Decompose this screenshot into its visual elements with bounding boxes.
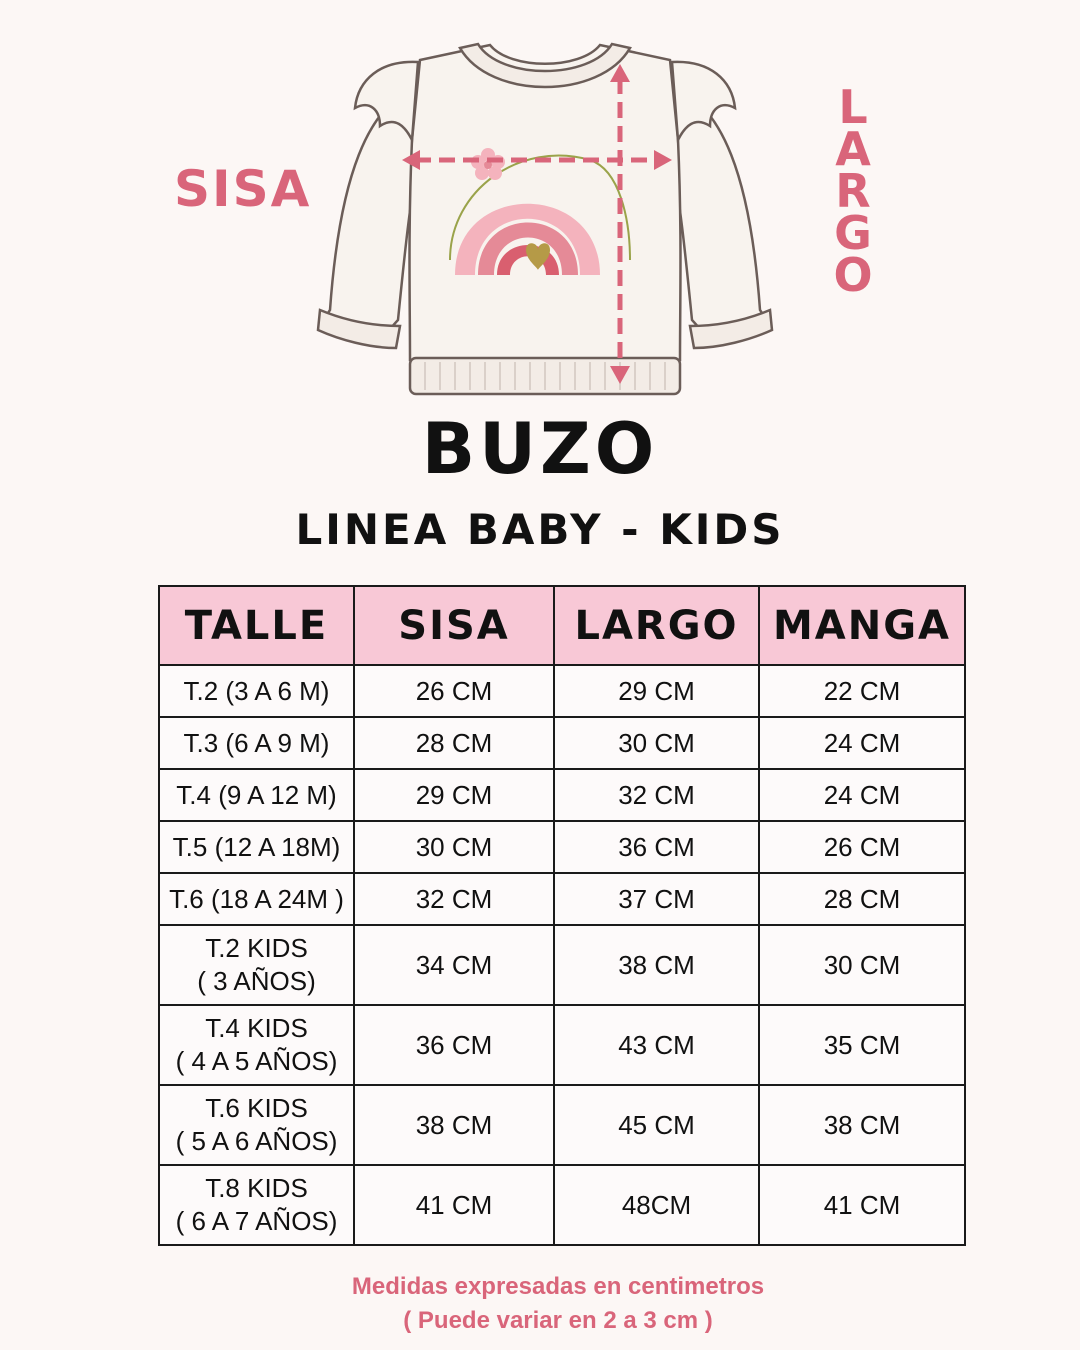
table-row: [159, 717, 965, 769]
header-talle: TALLE: [159, 586, 354, 665]
talle-line: T.6 KIDS: [205, 1093, 308, 1123]
sweater-illustration: [300, 30, 790, 410]
header-sisa: SISA: [354, 586, 554, 665]
table-row: [159, 665, 965, 717]
cell-talle: T.3 (6 A 9 M): [159, 717, 354, 769]
cell-talle: T.4 (9 A 12 M): [159, 769, 354, 821]
largo-letter: R: [835, 164, 873, 218]
cell-sisa: 29 CM: [354, 769, 554, 821]
cell-talle: [159, 1085, 354, 1165]
cell-largo: 38 CM: [554, 925, 759, 1005]
largo-label: [832, 80, 876, 302]
cell-largo: 36 CM: [554, 821, 759, 873]
cell-manga: 24 CM: [759, 769, 965, 821]
talle-line: ( 3 AÑOS): [197, 966, 316, 996]
page-title: BUZO: [421, 408, 659, 490]
cell-manga: 26 CM: [759, 821, 965, 873]
table-header-row: [159, 586, 965, 665]
cell-manga: 22 CM: [759, 665, 965, 717]
cell-talle: [159, 925, 354, 1005]
talle-line: ( 4 A 5 AÑOS): [175, 1046, 338, 1076]
talle-line: ( 6 A 7 AÑOS): [175, 1206, 338, 1236]
cell-sisa: 26 CM: [354, 665, 554, 717]
cell-largo: 32 CM: [554, 769, 759, 821]
cell-largo: 43 CM: [554, 1005, 759, 1085]
cell-talle: [159, 1005, 354, 1085]
talle-line: T.4 KIDS: [205, 1013, 308, 1043]
note-line-2: ( Puede variar en 2 a 3 cm ): [403, 1307, 713, 1334]
note-line-1: Medidas expresadas en centimetros: [351, 1273, 765, 1300]
talle-line: T.8 KIDS: [205, 1173, 308, 1203]
table-row: [159, 925, 965, 1005]
cell-talle: T.2 (3 A 6 M): [159, 665, 354, 717]
largo-letter: A: [835, 122, 873, 176]
cell-largo: 30 CM: [554, 717, 759, 769]
table-row: [159, 1085, 965, 1165]
page-subtitle: LINEA BABY - KIDS: [295, 505, 785, 554]
header-manga: MANGA: [759, 586, 965, 665]
cell-sisa: 28 CM: [354, 717, 554, 769]
cell-sisa: 30 CM: [354, 821, 554, 873]
cell-manga: 38 CM: [759, 1085, 965, 1165]
cell-talle: T.5 (12 A 18M): [159, 821, 354, 873]
cell-largo: 29 CM: [554, 665, 759, 717]
table-row: [159, 821, 965, 873]
table-row: [159, 1165, 965, 1245]
cell-manga: 30 CM: [759, 925, 965, 1005]
cell-sisa: 41 CM: [354, 1165, 554, 1245]
cell-sisa: 36 CM: [354, 1005, 554, 1085]
table-row: [159, 769, 965, 821]
sisa-label: SISA: [174, 160, 312, 218]
cell-talle: [159, 1165, 354, 1245]
cell-largo: 37 CM: [554, 873, 759, 925]
largo-letter: G: [834, 206, 874, 260]
cell-manga: 41 CM: [759, 1165, 965, 1245]
sweater-body: [410, 45, 681, 360]
cell-manga: 28 CM: [759, 873, 965, 925]
size-table: [158, 585, 966, 1246]
talle-line: T.2 KIDS: [205, 933, 308, 963]
cell-sisa: 34 CM: [354, 925, 554, 1005]
table-row: [159, 1005, 965, 1085]
cell-talle: T.6 (18 A 24M ): [159, 873, 354, 925]
cell-sisa: 32 CM: [354, 873, 554, 925]
table-row: [159, 873, 965, 925]
cell-manga: 35 CM: [759, 1005, 965, 1085]
cell-manga: 24 CM: [759, 717, 965, 769]
largo-letter: O: [833, 248, 875, 302]
cell-sisa: 38 CM: [354, 1085, 554, 1165]
cell-largo: 48CM: [554, 1165, 759, 1245]
largo-letter: L: [838, 80, 870, 134]
header-largo: LARGO: [554, 586, 759, 665]
talle-line: ( 5 A 6 AÑOS): [175, 1126, 338, 1156]
measurement-note: [0, 1270, 1080, 1338]
cell-largo: 45 CM: [554, 1085, 759, 1165]
